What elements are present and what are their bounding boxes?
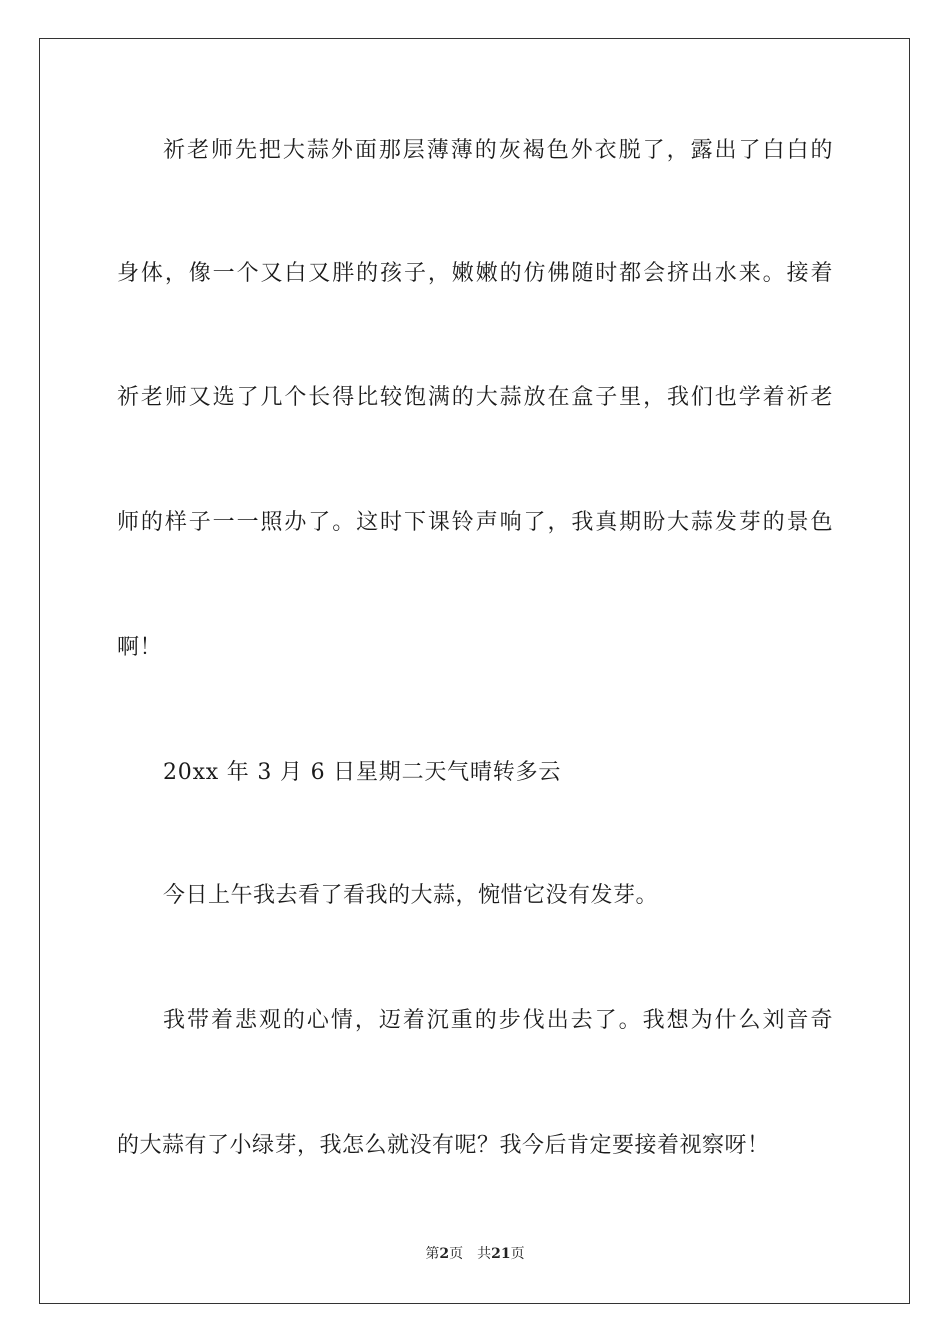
paragraph-line: 的大蒜有了小绿芽，我怎么就没有呢？我今后肯定要接着视察呀！ — [117, 1133, 770, 1158]
total-pages-number: 21 — [491, 1246, 511, 1262]
paragraph-line: 今日上午我去看了看我的大蒜，惋惜它没有发芽。 — [163, 883, 659, 908]
page-border — [39, 38, 910, 1304]
total-label-suffix: 页 — [510, 1246, 525, 1262]
page-footer — [0, 1244, 950, 1264]
diary-date-line: 20xx 年 3 月 6 日星期二天气晴转多云 — [163, 760, 562, 785]
paragraph-line: 祈老师先把大蒜外面那层薄薄的灰褐色外衣脱了，露出了白白的 — [163, 138, 833, 163]
page-label-prefix: 第 — [425, 1246, 440, 1262]
page-label-suffix: 页 — [449, 1246, 464, 1262]
current-page-number: 2 — [439, 1246, 450, 1262]
total-label-prefix: 共 — [477, 1246, 492, 1262]
paragraph-line: 师的样子一一照办了。这时下课铃声响了，我真期盼大蒜发芽的景色 — [117, 510, 833, 535]
paragraph-line: 我带着悲观的心情，迈着沉重的步伐出去了。我想为什么刘音奇 — [163, 1008, 833, 1033]
paragraph-line: 祈老师又选了几个长得比较饱满的大蒜放在盒子里，我们也学着祈老 — [117, 385, 833, 410]
paragraph-line: 身体，像一个又白又胖的孩子，嫩嫩的仿佛随时都会挤出水来。接着 — [117, 261, 833, 286]
paragraph-line: 啊！ — [117, 635, 163, 660]
